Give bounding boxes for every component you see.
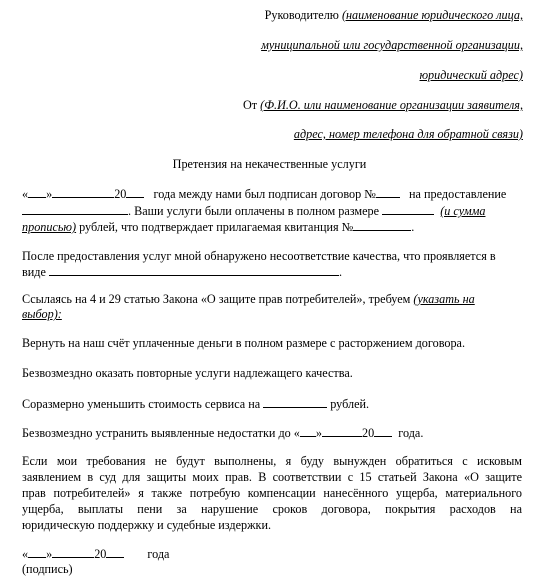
fix-day-blank [300,425,316,437]
para1-line-3 [22,219,414,235]
header-sender-hint: (Ф.И.О. или наименование организации заявителя, [260,98,523,112]
fix-defects-text: Безвозмездно устранить выявленные недостатки до « [22,426,300,440]
amount-hint: (и сумма [440,204,486,218]
service-blank [22,203,128,215]
year-prefix: 20 [114,187,127,201]
header-org-hint: муниципальной или государственной организации, [261,38,523,52]
year-blank [126,186,144,198]
signature-label: (подпись) [22,562,73,576]
day-blank [28,186,46,198]
header-contact-hint: адрес, номер телефона для обратной связи) [293,127,523,141]
date-close-quote: » [46,187,53,201]
fix-year-suffix: года. [398,426,424,440]
option-reduce-price [22,396,369,412]
option-refund: Вернуть на наш счёт уплаченные деньги в полном размере с расторжением договора. [22,336,466,350]
defect-blank [49,264,339,276]
option-redo-service: Безвозмездно оказать повторные услуги надлежащего качества. [22,366,353,380]
defect-period: . [338,265,342,279]
header-line-4 [243,98,523,113]
contract-number-blank [376,186,400,198]
header-line-5 [294,127,523,142]
header-recipient-hint: (наименование юридического лица, [341,8,523,22]
footer-open-quote: « [22,547,29,561]
footer-year-blank [106,546,124,558]
header-line-3 [419,68,523,83]
choice-hint-end: выбор): [22,307,62,321]
fix-month-blank [322,425,362,437]
document-title: Претензия на некачественные услуги [172,157,367,171]
fix-close-quote: » [315,426,322,440]
footer-year-suffix: года [147,547,170,561]
month-blank [52,186,114,198]
amount-blank [382,203,434,215]
fix-year-prefix: 20 [361,426,375,440]
reduce-amount-blank [263,396,327,408]
para4-line-1: Если мои требования не будут выполнены, я буду вынужден обратиться с исковым [22,454,522,468]
footer-date [22,546,169,562]
para2-line-2 [22,264,342,280]
header-address-hint: юридический адрес) [419,68,523,82]
amount-words-hint: прописью) [22,220,77,234]
reduce-price-text: Соразмерно уменьшить стоимость сервиса на [22,397,261,411]
para1-line-2 [22,203,485,219]
para1-line-1 [22,186,506,202]
header-from-label: От [242,98,258,112]
footer-day-blank [28,546,46,558]
para4-line-4: ущерба, выплаты пени за нарушение сроков договора, покрытия расходов на [22,502,522,516]
contract-text: года между нами был подписан договор № [153,187,376,201]
defect-label: виде [22,265,46,279]
receipt-number-blank [353,219,411,231]
footer-month-blank [52,546,94,558]
footer-year-prefix: 20 [94,547,107,561]
option-fix-defects [22,425,423,441]
header-recipient-label: Руководителю [264,8,339,22]
para2-line-1: После предоставления услуг мной обнаружено несоответствие качества, что проявляется в [22,249,496,263]
payment-text: . Ваши услуги были оплачены в полном размере [128,204,380,218]
service-text: на предоставление [409,187,507,201]
reduce-price-unit: рублей. [330,397,370,411]
para4-line-5: юридическую поддержку и судебные издержки. [22,518,272,532]
para3-line-1 [22,292,475,307]
para3-line-2 [22,307,62,322]
para4-line-3: прав потребителей» я также потребую компенсации нанесённого ущерба, материального [22,486,522,500]
law-reference: Ссылаясь на 4 и 29 статью Закона «О защите прав потребителей», требуем [22,292,411,306]
fix-year-blank [374,425,392,437]
header-line-2 [261,38,523,53]
date-open-quote: « [22,187,29,201]
choice-hint: (указать на [413,292,475,306]
receipt-text: рублей, что подтверждает прилагаемая квитанция № [79,220,354,234]
para4-line-2: заявлением в суд для защиты моих прав. В соответствии с 15 статьей Закона «О защите [22,470,522,484]
receipt-period: . [411,220,415,234]
header-line-1 [265,8,523,23]
footer-close-quote: » [46,547,53,561]
